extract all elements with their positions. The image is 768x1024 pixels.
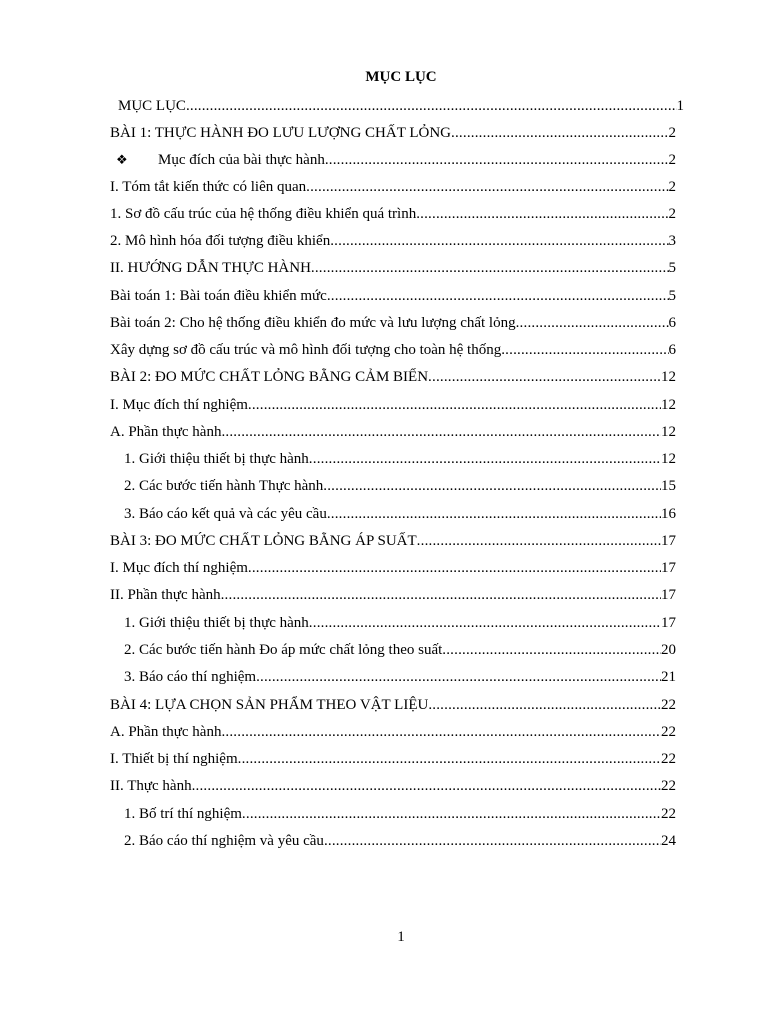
toc-entry-bai-3-bao-cao[interactable] [124,668,676,686]
toc-entry-bai-3-cac-buoc[interactable] [124,641,676,659]
toc-entry-bai-3[interactable] [110,532,676,550]
toc-entry-bai-2-gioi-thieu[interactable] [124,450,676,468]
toc-entry-page: 22 [661,778,676,794]
toc-entry-text: BÀI 4: LỰA CHỌN SẢN PHẨM THEO VẬT LIỆU [110,697,429,713]
toc-entry-huong-dan[interactable] [110,259,676,277]
toc-entry-text: 2. Mô hình hóa đối tượng điều khiển [110,233,331,249]
toc-entry-text: A. Phần thực hành [110,724,222,740]
toc-entry-page: 17 [661,615,676,631]
dot-leader [324,832,661,850]
dot-leader [442,641,661,659]
toc-entry-bai-toan-2[interactable] [110,314,676,332]
toc-entry-text: 1. Giới thiệu thiết bị thực hành [124,451,309,467]
toc-entry-page: 22 [661,751,676,767]
dot-leader [323,477,661,495]
diamond-bullet-icon: ❖ [116,152,128,167]
toc-entry-text: 2. Báo cáo thí nghiệm và yêu cầu [124,833,324,849]
toc-entry-page: 12 [661,451,676,467]
toc-entry-page: 17 [661,533,676,549]
toc-entry-text: I. Tóm tắt kiến thức có liên quan [110,179,307,195]
toc-entry-bai-4[interactable] [110,696,676,714]
toc-entry-text: BÀI 3: ĐO MỨC CHẤT LỎNG BẰNG ÁP SUẤT [110,533,417,549]
dot-leader [501,341,668,359]
toc-entry-page: 17 [661,560,676,576]
toc-entry-page: 1 [676,98,684,114]
toc-entry-page: 22 [661,724,676,740]
dot-leader [248,396,661,414]
toc-entry-text: 3. Báo cáo kết quả và các yêu cầu [124,506,327,522]
dot-leader [306,178,668,196]
toc-entry-text: II. Phần thực hành [110,587,221,603]
toc-entry-xay-dung-so-do[interactable] [110,341,676,359]
toc-entry-page: 6 [668,342,676,358]
toc-entry-page: 24 [661,833,676,849]
toc-entry-bai-3-muc-dich[interactable] [110,559,676,577]
toc-entry-page: 12 [661,424,676,440]
toc-entry-bai-3-phan-thuc-hanh[interactable] [110,586,676,604]
dot-leader [516,314,669,332]
toc-entry-text: 2. Các bước tiến hành Thực hành [124,478,324,494]
toc-entry-page: 2 [668,206,676,222]
toc-entry-tom-tat[interactable] [110,178,676,196]
dot-leader [309,450,661,468]
toc-entry-text: II. HƯỚNG DẪN THỰC HÀNH [110,260,311,276]
dot-leader [325,151,669,169]
toc-entry-page: 17 [661,587,676,603]
toc-entry-text: 1. Sơ đồ cấu trúc của hệ thống điều khiển quá trình [110,206,417,222]
toc-entry-page: 3 [668,233,676,249]
toc-entry-bai-2-bao-cao[interactable] [124,505,676,523]
toc-entry-text: 2. Các bước tiến hành Đo áp mức chất lỏng theo suất [124,642,443,658]
toc-entry-bai-3-gioi-thieu[interactable] [124,614,676,632]
dot-leader [186,97,677,115]
toc-entry-bai-4-thuc-hanh[interactable] [110,777,676,795]
toc-entry-page: 5 [668,260,676,276]
toc-entry-text: Xây dựng sơ đồ cấu trúc và mô hình đối tượng cho toàn hệ thống [110,342,502,358]
toc-entry-text: I. Thiết bị thí nghiệm [110,751,238,767]
toc-entry-bai-4-phan-thuc-hanh[interactable] [110,723,676,741]
toc-entry-page: 2 [668,152,676,168]
dot-leader [428,368,661,386]
toc-entry-page: 22 [661,806,676,822]
toc-entry-text: 3. Báo cáo thí nghiệm [124,669,257,685]
toc-entry-text: Bài toán 1: Bài toán điều khiển mức [110,288,327,304]
toc-entry-page: 2 [668,179,676,195]
toc-entry-bai-4-bo-tri[interactable] [124,805,676,823]
toc-entry-muc-dich-bai-thuc-hanh[interactable] [116,151,676,169]
dot-leader [311,259,669,277]
toc-entry-bai-2-phan-thuc-hanh[interactable] [110,423,676,441]
toc-entry-page: 5 [668,288,676,304]
toc-title: MỤC LỤC [365,69,437,85]
dot-leader [417,532,661,550]
toc-entry-text: Mục đích của bài thực hành [158,152,325,168]
dot-leader [238,750,661,768]
toc-entry-page: 22 [661,697,676,713]
toc-entry-text: 1. Giới thiệu thiết bị thực hành [124,615,309,631]
toc-entry-text: I. Mục đích thí nghiệm [110,397,248,413]
toc-entry-page: 21 [661,669,676,685]
toc-entry-page: 12 [661,369,676,385]
dot-leader [256,668,661,686]
dot-leader [221,586,661,604]
toc-entry-mo-hinh-hoa[interactable] [110,232,676,250]
toc-entry-page: 6 [668,315,676,331]
dot-leader [416,205,668,223]
toc-entry-text: I. Mục đích thí nghiệm [110,560,248,576]
toc-entry-text: 1. Bố trí thí nghiệm [124,806,242,822]
dot-leader [192,777,661,795]
toc-entry-text: MỤC LỤC [118,98,186,114]
toc-entry-text: BÀI 2: ĐO MỨC CHẤT LỎNG BẰNG CẢM BIẾN [110,369,429,385]
toc-entry-so-do-cau-truc[interactable] [110,205,676,223]
toc-entry-bai-2[interactable] [110,368,676,386]
toc-entry-bai-2-muc-dich[interactable] [110,396,676,414]
toc-entry-bai-4-bao-cao[interactable] [124,832,676,850]
dot-leader [309,614,661,632]
toc-entry-bai-4-thiet-bi[interactable] [110,750,676,768]
toc-entry-page: 2 [668,125,676,141]
dot-leader [327,505,661,523]
toc-entry-muc-luc[interactable] [118,97,684,115]
toc-entry-bai-toan-1[interactable] [110,287,676,305]
toc-entry-text: II. Thực hành [110,778,192,794]
dot-leader [221,723,661,741]
toc-entry-text: BÀI 1: THỰC HÀNH ĐO LƯU LƯỢNG CHẤT LỎNG [110,125,452,141]
toc-entry-text: Bài toán 2: Cho hệ thống điều khiển đo mức và lưu lượng chất lỏng [110,315,516,331]
dot-leader [327,287,669,305]
dot-leader [428,696,661,714]
toc-entry-bai-2-cac-buoc[interactable] [124,477,676,495]
toc-entry-bai-1[interactable] [110,124,676,142]
page-number: 1 [397,929,405,945]
dot-leader [221,423,661,441]
dot-leader [451,124,668,142]
dot-leader [330,232,668,250]
toc-entry-page: 15 [661,478,676,494]
dot-leader [248,559,661,577]
toc-entry-page: 20 [661,642,676,658]
toc-entry-text: A. Phần thực hành [110,424,222,440]
toc-entry-page: 16 [661,506,676,522]
toc-entry-page: 12 [661,397,676,413]
dot-leader [242,805,661,823]
